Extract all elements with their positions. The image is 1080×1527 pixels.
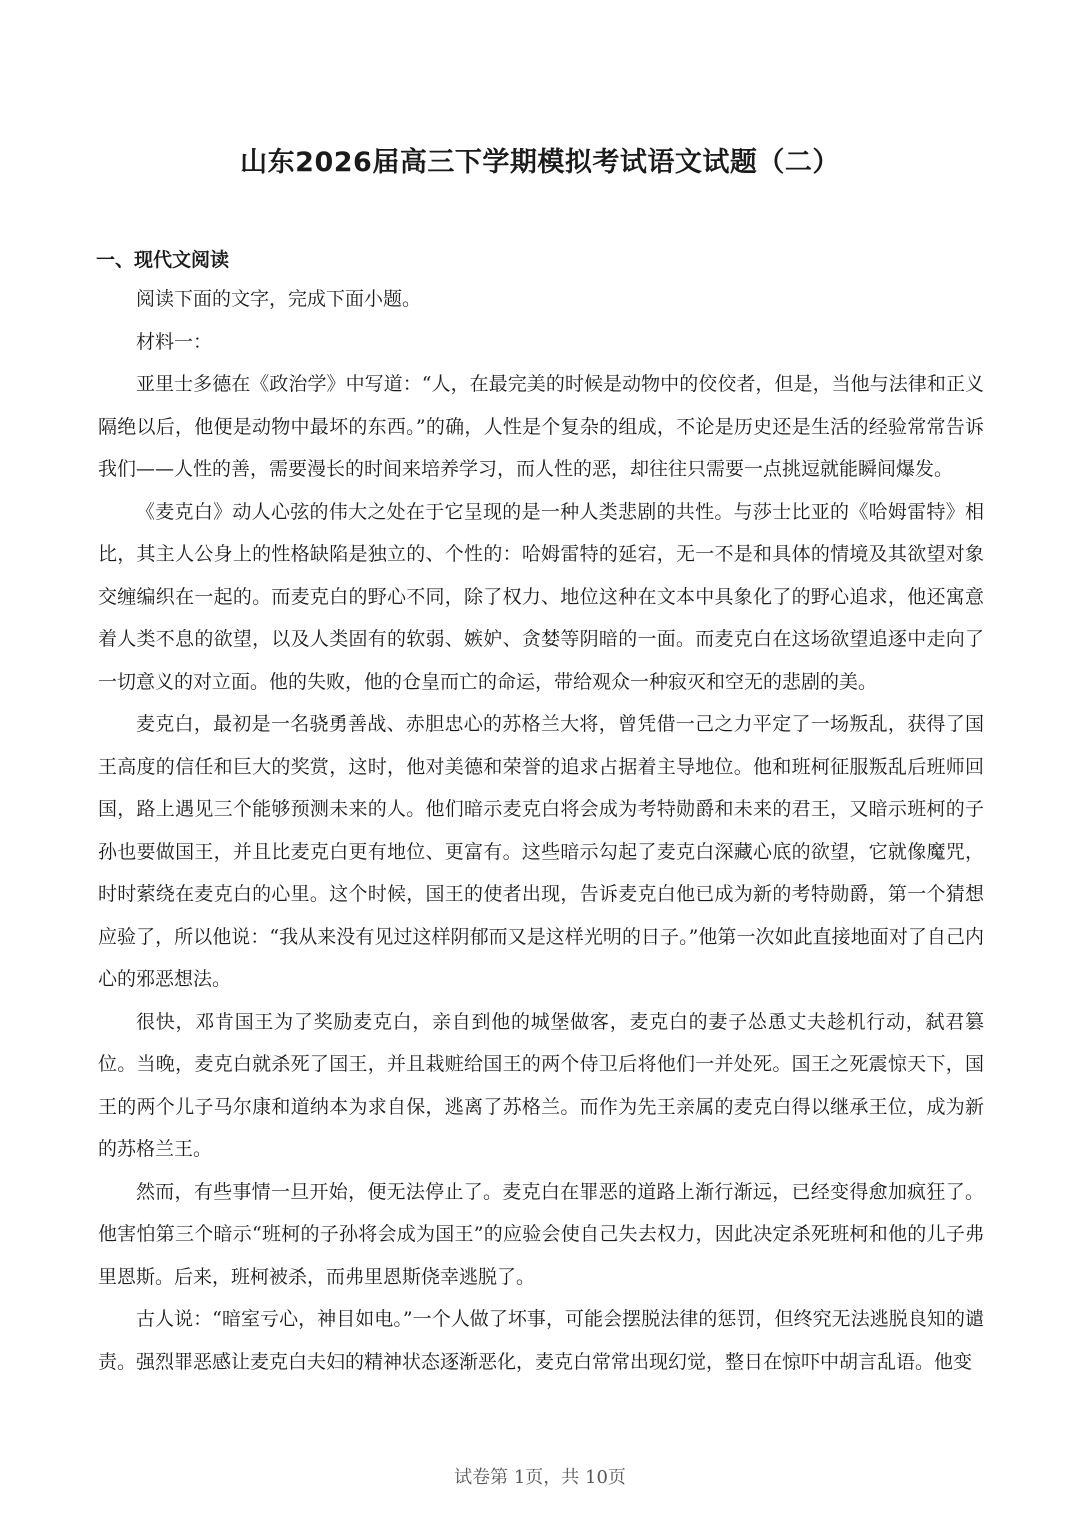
- passage-paragraph: 亚里士多德在《政治学》中写道：“人，在最完美的时候是动物中的佼佼者，但是，当他与法律和正义隔绝以后，他便是动物中最坏的东西。”的确，人性是个复杂的组成，不论是历史还是生活的经验常常告诉我们——人性的善，需要漫长的时间来培养学习，而人性的恶，却往往只需要一点挑逗就能瞬间爆发。: [98, 373, 984, 480]
- page-footer: 试卷第 1页，共 10页: [454, 1467, 626, 1488]
- material-label: 材料一：: [136, 330, 213, 353]
- passage-paragraph: 《麦克白》动人心弦的伟大之处在于它呈现的是一种人类悲剧的共性。与莎士比亚的《哈姆雷特》相比，其主人公身上的性格缺陷是独立的、个性的：哈姆雷特的延宕，无一不是和具体的情境及其欲望对象交缠编织在一起的。而麦克白的野心不同，除了权力、地位这种在文本中具象化了的野心追求，他还寓意着人类不息的欲望，以及人类固有的软弱、嫉妒、贪婪等阴暗的一面。而麦克白在这场欲望追逐中走向了一切意义的对立面。他的失败，他的仓皇而亡的命运，带给观众一种寂灭和空无的悲剧的美。: [98, 500, 984, 693]
- reading-passage: [98, 278, 984, 1383]
- passage-paragraph: 古人说：“暗室亏心，神目如电。”一个人做了坏事，可能会摆脱法律的惩罚，但终究无法逃脱良知的谴责。强烈罪恶感让麦克白夫妇的精神状态逐渐恶化，麦克白常常出现幻觉，整日在惊吓中胡言乱语。他变: [98, 1308, 984, 1373]
- section-heading: 一、现代文阅读: [96, 249, 230, 271]
- exam-title: 山东2026届高三下学期模拟考试语文试题（二）: [240, 147, 840, 178]
- passage-paragraph: 然而，有些事情一旦开始，便无法停止了。麦克白在罪恶的道路上渐行渐远，已经变得愈加疯狂了。他害怕第三个暗示“班柯的子孙将会成为国王”的应验会使自己失去权力，因此决定杀死班柯和他的儿子弗里恩斯。后来，班柯被杀，而弗里恩斯侥幸逃脱了。: [98, 1180, 984, 1288]
- passage-paragraph: 很快，邓肯国王为了奖励麦克白，亲自到他的城堡做客，麦克白的妻子怂恿丈夫趁机行动，弑君篡位。当晚，麦克白就杀死了国王，并且栽赃给国王的两个侍卫后将他们一并处死。国王之死震惊天下，国王的两个儿子马尔康和道纳本为求自保，逃离了苏格兰。而作为先王亲属的麦克白得以继承王位，成为新的苏格兰王。: [98, 1010, 984, 1160]
- instruction-text: 阅读下面的文字，完成下面小题。: [136, 288, 422, 310]
- passage-paragraph: 麦克白，最初是一名骁勇善战、赤胆忠心的苏格兰大将，曾凭借一己之力平定了一场叛乱，获得了国王高度的信任和巨大的奖赏，这时，他对美德和荣誉的追求占据着主导地位。他和班柯征服叛乱后班师回国，路上遇见三个能够预测未来的人。他们暗示麦克白将会成为考特勋爵和未来的君王，又暗示班柯的子孙也要做国王，并且比麦克白更有地位、更富有。这些暗示勾起了麦克白深藏心底的欲望，它就像魔咒，时时萦绕在麦克白的心里。这个时候，国王的使者出现，告诉麦克白他已成为新的考特勋爵，第一个猜想应验了，所以他说：“我从来没有见过这样阴郁而又是这样光明的日子。”他第一次如此直接地面对了自己内心的邪恶想法。: [98, 713, 984, 990]
